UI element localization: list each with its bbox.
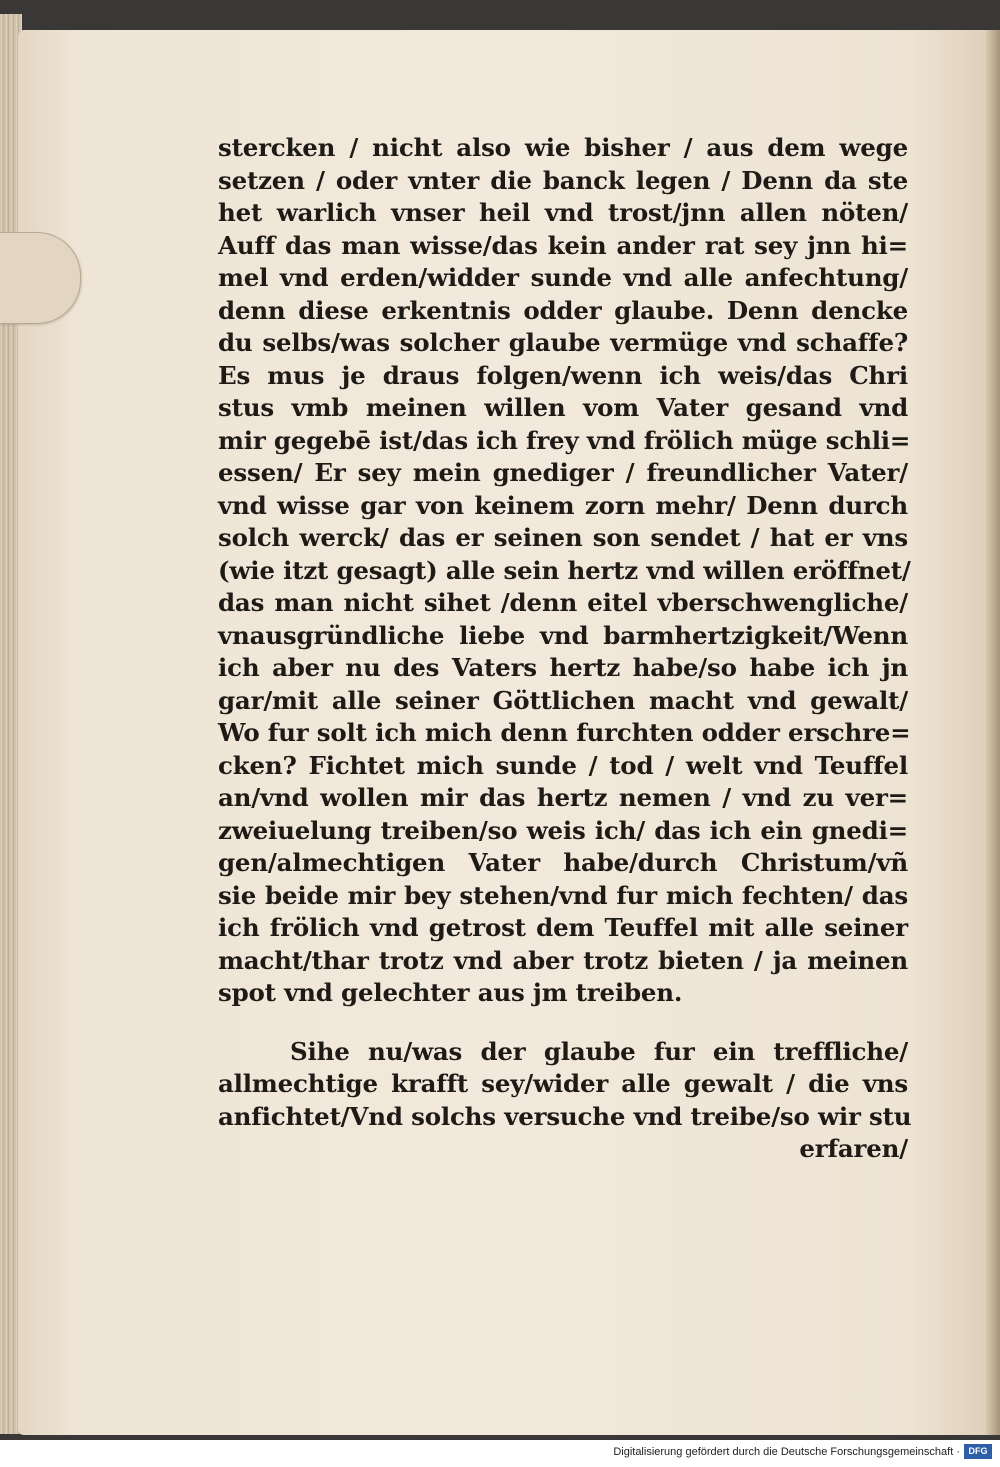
catchword: erfaren/	[799, 1134, 908, 1163]
text-line: (wie itzt gesagt) alle sein hertz vnd willen eröffnet/	[218, 555, 911, 585]
footer-bar	[0, 1440, 1000, 1467]
funding-credit: Digitalisierung gefördert durch die Deutsche Forschungsgemeinschaft ·	[613, 1446, 960, 1458]
paragraph-1	[218, 132, 911, 1010]
text-line: macht/thar trotz vnd aber trotz bieten / ja meinen	[218, 945, 908, 975]
text-line: het warlich vnser heil vnd trost/jnn allen nöten/	[218, 198, 908, 227]
text-line: essen/ Er sey mein gnediger / freundlicher Vater/	[218, 458, 908, 487]
text-body	[218, 132, 912, 1166]
text-line: stus vmb meinen willen vom Vater gesand vnd	[218, 393, 908, 422]
text-line: du selbs/was solcher glaube vermüge vnd schaffe?	[218, 328, 908, 357]
text-line: solch werck/ das er seinen son sendet / hat er vns	[218, 523, 908, 552]
text-line: mir gegebē ist/das ich frey vnd frölich müge schli=	[218, 425, 911, 455]
text-line: Auff das man wisse/das kein ander rat sey jnn hi=	[218, 230, 908, 260]
text-line: vnausgründliche liebe vnd barmhertzigkeit/Wenn	[218, 620, 908, 650]
text-line: stercken / nicht also wie bisher / aus dem wege	[218, 133, 908, 162]
text-line: gen/almechtigen Vater habe/durch Christum/vñ	[218, 848, 908, 877]
text-line: das man nicht sihet /denn eitel vberschwengliche/	[218, 588, 908, 617]
text-line: anfichtet/Vnd solchs versuche vnd treibe/so wir stu	[218, 1101, 912, 1131]
text-line: ich aber nu des Vaters hertz habe/so habe ich jn	[218, 653, 908, 682]
text-line: Wo fur solt ich mich denn furchten odder erschre=	[218, 718, 911, 747]
text-line: Es mus je draus folgen/wenn ich weis/das Chri	[218, 360, 908, 390]
text-line: mel vnd erden/widder sunde vnd alle anfechtung/	[218, 263, 908, 292]
bookmark-tab	[0, 232, 81, 324]
text-line: allmechtige krafft sey/wider alle gewalt / die vns	[218, 1069, 908, 1098]
text-line: an/vnd wollen mir das hertz nemen / vnd zu ver=	[218, 783, 908, 812]
paragraph-gap	[218, 1010, 908, 1036]
text-line: setzen / oder vnter die banck legen / Denn da ste	[218, 165, 908, 195]
text-line: spot vnd gelechter aus jm treiben.	[218, 978, 683, 1007]
text-line: sie beide mir bey stehen/vnd fur mich fechten/ das	[218, 880, 908, 910]
text-line: cken? Fichtet mich sunde / tod / welt vnd Teuffel	[218, 750, 908, 780]
text-line: Sihe nu/was der glaube fur ein treffliche/	[290, 1036, 908, 1066]
text-line: zweiuelung treiben/so weis ich/ das ich ein gnedi=	[218, 815, 908, 845]
text-line: vnd wisse gar von keinem zorn mehr/ Denn durch	[218, 490, 908, 520]
text-line: ich frölich vnd getrost dem Teuffel mit alle seiner	[218, 913, 908, 942]
dfg-logo-icon: DFG	[964, 1444, 992, 1459]
text-line: denn diese erkentnis odder glaube. Denn dencke	[218, 295, 908, 325]
text-line: gar/mit alle seiner Göttlichen macht vnd gewalt/	[218, 685, 908, 715]
paragraph-2	[218, 1036, 912, 1166]
